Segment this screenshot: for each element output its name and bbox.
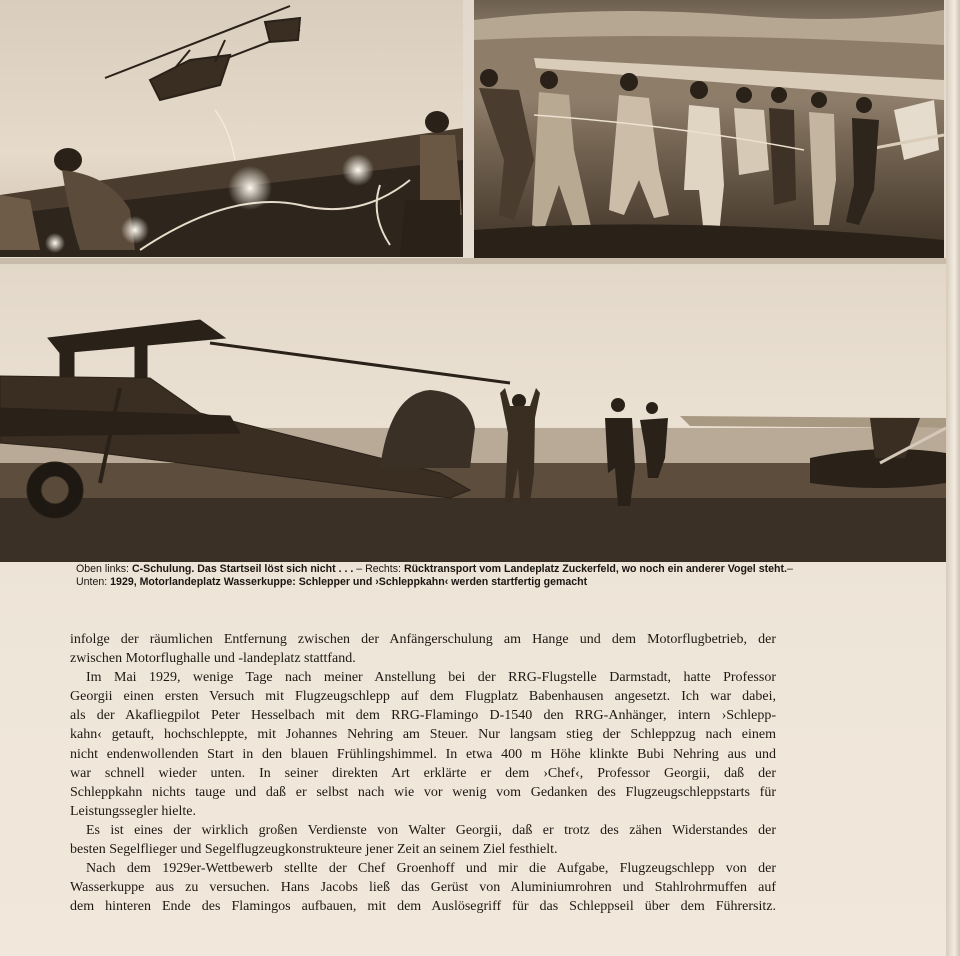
body-line: dem hinteren Ende des Flamingos aufbauen, mit dem Auslösegriff für das Schleppseil über dem Führersitz. xyxy=(70,899,776,915)
caption-bottom-title: 1929, Motorlandeplatz Wasserkuppe: Schlepper und ›Schleppkahn‹ werden startfertig gemacht xyxy=(110,576,588,588)
body-line: Georgii einen ersten Versuch mit Flugzeugschlepp auf dem Flugplatz Babenhausen angesetzt. Ich war dabei, xyxy=(70,689,776,705)
photo-c-schulung xyxy=(0,0,463,257)
caption-label-rechts: – Rechts: xyxy=(353,563,404,575)
body-line: Nach dem 1929er-Wettbewerb stellte der Chef Groenhoff und mir die Aufgabe, Flugzeugschlepp von der xyxy=(86,861,776,877)
body-line: Schleppkahn nichts tauge und daß er selbst nach wie vor wenig vom Gedanken des Flugzeugschleppstarts für xyxy=(70,784,776,800)
body-line: Leistungssegler hielte. xyxy=(70,803,196,819)
page-edge xyxy=(946,0,960,956)
caption-top-left-title: C-Schulung. Das Startseil löst sich nicht . . . xyxy=(131,563,354,575)
caption-label-oben-links: Oben links: xyxy=(76,563,132,575)
body-line: infolge der räumlichen Entfernung zwischen der Anfängerschulung am Hange und dem Motorflugbetrieb, der xyxy=(70,632,776,647)
caption-top-right-title: Rücktransport vom Landeplatz Zuckerfeld, wo noch ein anderer Vogel steht. xyxy=(403,563,787,575)
body-line: zwischen Motorflughalle und -landeplatz stattfand. xyxy=(70,651,356,667)
caption-line-2 xyxy=(76,576,796,589)
body-line: Es ist eines der wirklich großen Verdienste von Walter Georgii, daß er trotz des zähen Widerstandes der xyxy=(86,822,776,838)
body-line: Wasserkuppe aus zu versuchen. Hans Jacobs ließ das Gerüst von Aluminiumrohren und Stahlrohrmuffen auf xyxy=(70,880,776,896)
body-line: besten Segelflieger und Segelflugzeugkonstrukteure jener Zeit an seinem Ziel festhielt. xyxy=(70,842,558,858)
photo-ruecktransport-image xyxy=(474,0,944,264)
photo-caption xyxy=(76,563,796,589)
body-line: kahn‹ getauft, hochschleppte, mit Johannes Nehring am Steuer. Nur langsam stieg der Schleppzug nach einem xyxy=(70,727,776,743)
photo-ruecktransport xyxy=(474,0,944,264)
photo-motorlandeplatz xyxy=(0,258,946,562)
caption-line-1 xyxy=(76,563,796,576)
body-line: Im Mai 1929, wenige Tage nach meiner Anstellung bei der RRG-Flugstelle Darmstadt, hatte Professor xyxy=(86,670,776,686)
caption-label-unten: Unten: xyxy=(76,576,111,588)
body-line: nicht endenwollenden Start in den blauen Frühlingshimmel. In etwa 400 m Höhe klinkte Bubi Nehring aus und xyxy=(70,746,776,762)
photo-motorlandeplatz-image xyxy=(0,258,946,562)
body-line: war schnell wieder unten. In seiner direkten Art erklärte er dem ›Chef‹, Professor Georgii, daß der xyxy=(70,765,776,781)
body-line: als der Akafliegpilot Peter Hesselbach mit dem RRG-Flamingo D-1540 den RRG-Anhänger, intern ›Schlepp- xyxy=(70,708,776,724)
photo-c-schulung-image xyxy=(0,0,463,257)
caption-dash: – xyxy=(786,563,793,575)
body-text xyxy=(70,630,776,916)
